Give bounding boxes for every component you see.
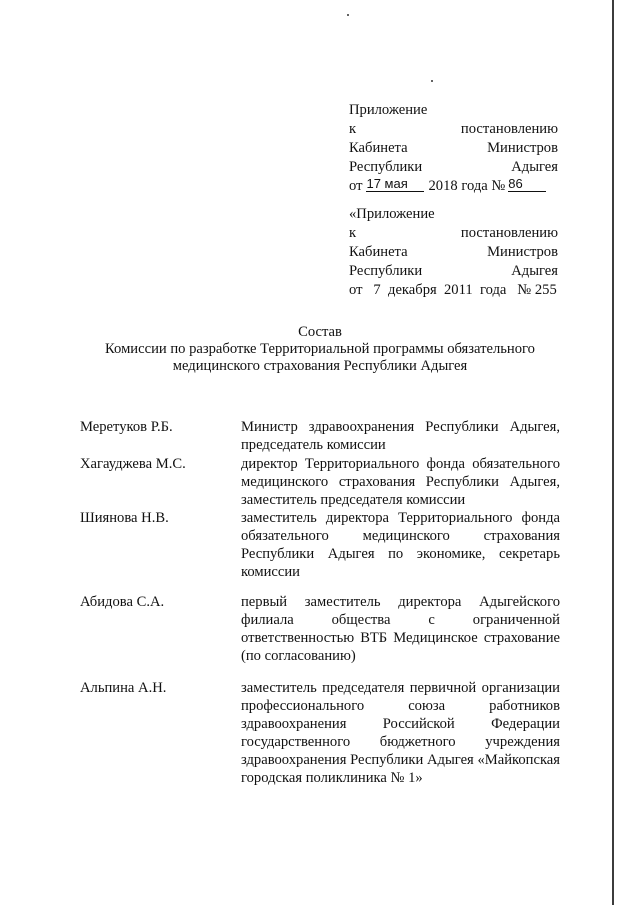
scan-speck: [431, 80, 433, 82]
handwritten-number: 86: [508, 176, 523, 191]
member-position: первый заместитель директора Адыгейского филиала общества с ограниченной ответственностью ВТБ Медицинское страхование (по согласованию): [241, 594, 560, 664]
scan-edge-line: [612, 0, 614, 905]
attachment-header-previous: [349, 205, 558, 300]
prev-attachment-ministers-word: Министров: [487, 244, 558, 260]
member-name: Абидова С.А.: [80, 594, 165, 610]
member-position: заместитель директора Территориального фонда обязательного медицинского страхования Республики Адыгея по экономике, секретарь комиссии: [241, 510, 560, 580]
prev-attachment-label: «Приложение: [349, 206, 435, 222]
prev-attachment-to-word: к: [349, 225, 357, 241]
handwritten-date: 17 мая: [366, 176, 408, 191]
member-name: Альпина А.Н.: [80, 680, 167, 696]
attachment-date-line: [349, 177, 558, 196]
scan-speck: [347, 14, 349, 16]
attachment-cabinet-word: Кабинета: [349, 140, 408, 156]
attachment-label: Приложение: [349, 102, 428, 118]
attachment-adygea-word: Адыгея: [511, 159, 558, 175]
prev-attachment-adygea-word: Адыгея: [511, 263, 558, 279]
member-name: Шиянова Н.В.: [80, 510, 169, 526]
attachment-resolution-word: постановлению: [460, 121, 558, 137]
prev-attachment-cabinet-word: Кабинета: [349, 244, 408, 260]
member-position: Министр здравоохранения Республики Адыгея, председатель комиссии: [241, 419, 560, 453]
member-name: Хагауджева М.С.: [80, 456, 186, 472]
member-position: директор Территориального фонда обязательного медицинского страхования Республики Адыгея, заместитель председателя комиссии: [241, 456, 560, 508]
document-subtitle-line-1: Комиссии по разработке Территориальной программы обязательного: [105, 341, 535, 357]
member-position: заместитель председателя первичной организации профессионального союза работников здравоохранения Российской Федерации государственного бюджетного учреждения здравоохранения Республики Адыгея «Майкопская городская поликлиника № 1»: [241, 680, 560, 786]
date-blank: [366, 177, 424, 192]
date-prefix: от: [349, 178, 363, 194]
attachment-header-current: [349, 101, 558, 196]
prev-attachment-date-line: от 7 декабря 2011 года № 255: [349, 282, 557, 298]
attachment-republic-word: Республики: [349, 159, 423, 175]
member-name: Меретуков Р.Б.: [80, 419, 173, 435]
year-text: 2018 года №: [428, 178, 506, 194]
document-subtitle-line-2: медицинского страхования Республики Адыгея: [172, 358, 468, 374]
attachment-to-word: к: [349, 121, 357, 137]
prev-attachment-resolution-word: постановлению: [460, 225, 558, 241]
prev-attachment-republic-word: Республики: [349, 263, 423, 279]
attachment-ministers-word: Министров: [487, 140, 558, 156]
document-title: Состав: [298, 324, 342, 340]
number-blank: [508, 177, 546, 192]
